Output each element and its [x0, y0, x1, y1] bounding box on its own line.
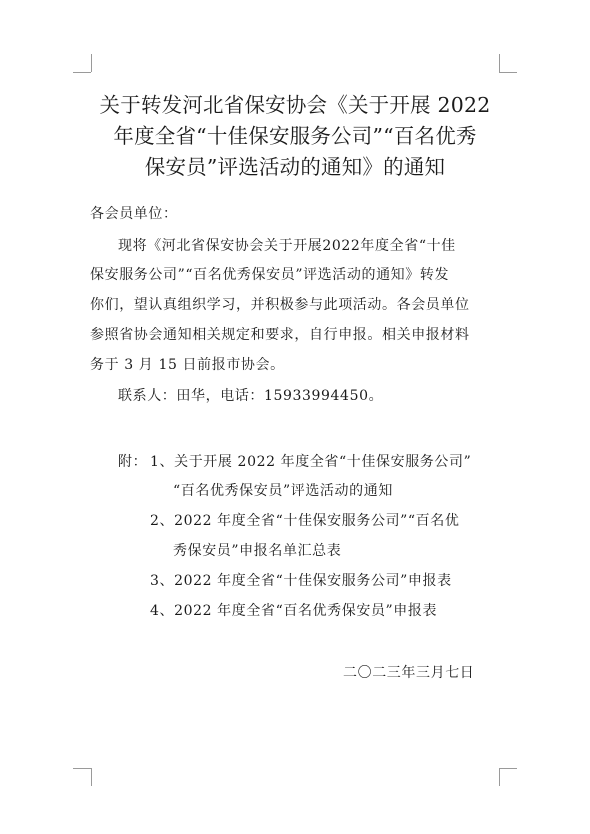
crop-mark-bottom-right-v [499, 768, 500, 786]
crop-mark-bottom-left-h [73, 768, 91, 769]
body-line-3: 你们，望认真组织学习，并积极参与此项活动。各会员单位 [90, 297, 470, 313]
document-title-line-1: 关于转发河北省保安协会《关于开展 2022 [99, 93, 491, 117]
attachment-4: 4、2022 年度全省“百名优秀保安员”申报表 [150, 603, 438, 619]
attachment-1-line-2: “百名优秀保安员”评选活动的通知 [173, 483, 393, 499]
crop-mark-bottom-right-h [499, 768, 517, 769]
attachment-2-line-1: 2、2022 年度全省“十佳保安服务公司”“百名优 [150, 513, 460, 529]
document-title-line-2: 年度全省“十佳保安服务公司”“百名优秀 [113, 124, 477, 148]
crop-mark-top-right-h [499, 72, 517, 73]
crop-mark-top-left-v [91, 54, 92, 72]
crop-mark-bottom-left-v [91, 768, 92, 786]
crop-mark-top-right-v [499, 54, 500, 72]
salutation: 各会员单位： [90, 206, 178, 222]
attachment-3: 3、2022 年度全省“十佳保安服务公司”申报表 [150, 573, 452, 589]
attachments-prefix: 附： [118, 454, 148, 470]
attachment-2-line-2: 秀保安员”申报名单汇总表 [173, 543, 342, 559]
body-line-5: 务于 3 月 15 日前报市协会。 [90, 357, 285, 373]
crop-mark-top-left-h [73, 72, 91, 73]
body-line-4: 参照省协会通知相关规定和要求，自行申报。相关申报材料 [90, 327, 470, 343]
contact-line: 联系人：田华，电话：15933994450。 [118, 388, 384, 404]
document-date: 二〇二三年三月七日 [343, 665, 475, 681]
document-title-line-3: 保安员”评选活动的通知》的通知 [144, 155, 446, 179]
attachment-1-line-1: 1、关于开展 2022 年度全省“十佳保安服务公司” [150, 454, 472, 470]
body-line-2: 保安服务公司”“百名优秀保安员”评选活动的通知》转发 [90, 267, 450, 283]
body-line-1: 现将《河北省保安协会关于开展2022年度全省“十佳 [118, 238, 456, 254]
